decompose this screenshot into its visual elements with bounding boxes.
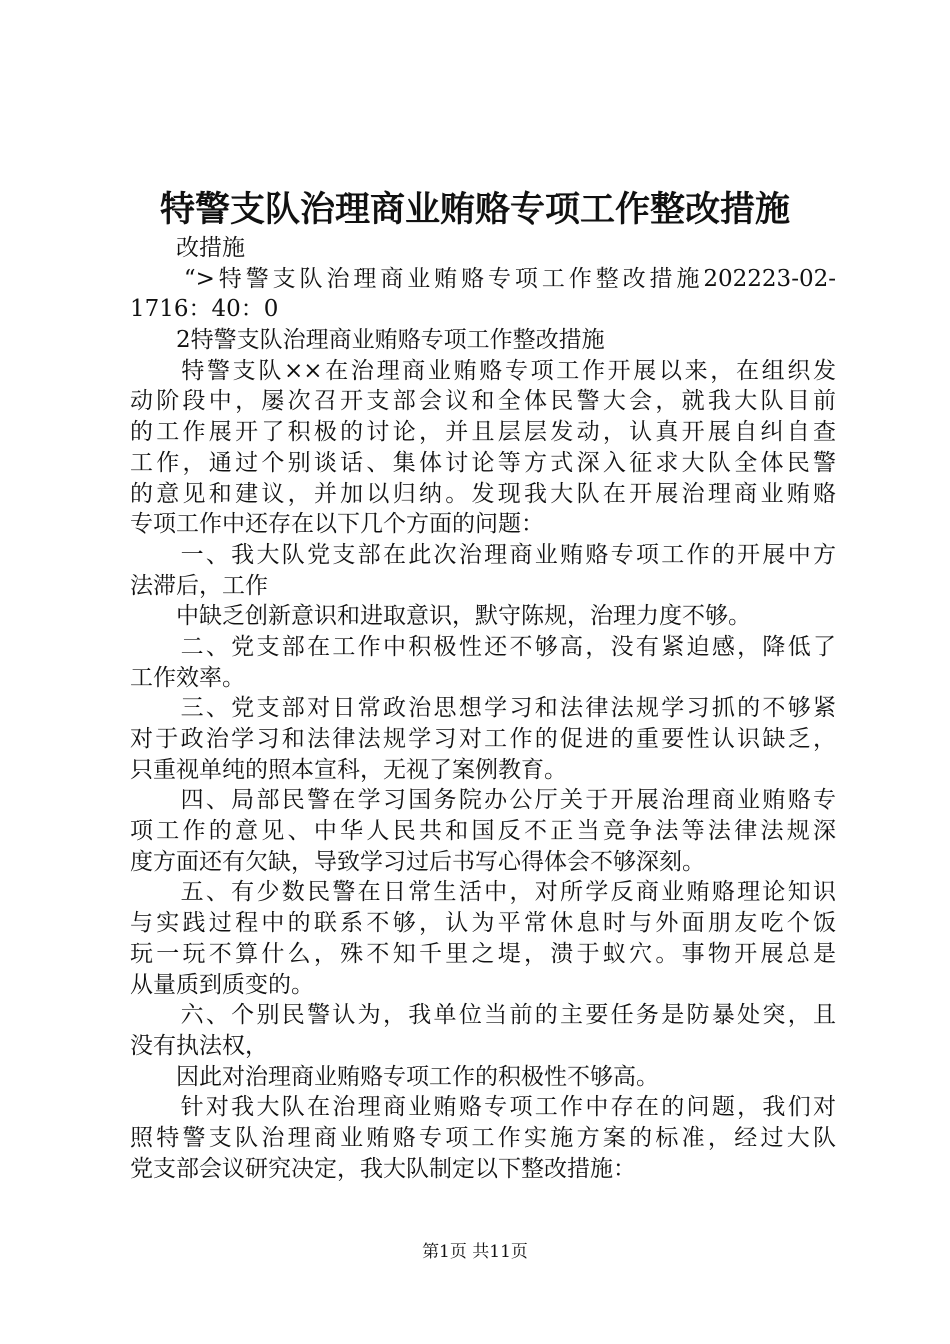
body-text-line: 从量质到质变的。 (130, 971, 314, 998)
body-text-line: 法滞后，工作 (130, 572, 268, 599)
body-text-line: 没有执法权， (130, 1032, 268, 1059)
page-number-label: 第1页 共11页 (422, 1242, 528, 1262)
body-text-line: “>特警支队治理商业贿赂专项工作整改措施202223-02- (130, 265, 836, 292)
body-text-line: 五、有少数民警在日常生活中，对所学反商业贿赂理论知识 (130, 879, 836, 906)
body-text-line: 只重视单纯的照本宣科，无视了案例教育。 (130, 756, 567, 783)
body-text-line: 的意见和建议，并加以归纳。发现我大队在开展治理商业贿赂 (130, 480, 836, 507)
body-text-line: 对于政治学习和法律法规学习对工作的促进的重要性认识缺乏， (130, 726, 836, 752)
page-footer (0, 1240, 950, 1264)
body-text-line: 2特警支队治理商业贿赂专项工作整改措施 (130, 327, 605, 354)
body-text-line: 度方面还有欠缺，导致学习过后书写心得体会不够深刻。 (130, 848, 705, 875)
body-text-line: 工作效率。 (130, 664, 245, 691)
body-text-line: 中缺乏创新意识和进取意识，默守陈规，治理力度不够。 (130, 603, 751, 630)
body-text-line: 因此对治理商业贿赂专项工作的积极性不够高。 (130, 1063, 659, 1090)
body-text-line: 与实践过程中的联系不够，认为平常休息时与外面朋友吃个饭 (130, 910, 836, 937)
body-text-line: 特警支队××在治理商业贿赂专项工作开展以来，在组织发 (130, 357, 836, 384)
body-text-line: 一、我大队党支部在此次治理商业贿赂专项工作的开展中方 (130, 541, 836, 568)
body-text-line: 玩一玩不算什么，殊不知千里之堤，溃于蚁穴。事物开展总是 (130, 940, 836, 967)
body-text-line: 照特警支队治理商业贿赂专项工作实施方案的标准，经过大队 (130, 1124, 836, 1151)
body-text-line: 的工作展开了积极的讨论，并且层层发动，认真开展自纠自查 (130, 419, 836, 446)
body-text-line: 二、党支部在工作中积极性还不够高，没有紧迫感，降低了 (130, 633, 836, 660)
body-text-line: 六、个别民警认为，我单位当前的主要任务是防暴处突，且 (130, 1002, 836, 1029)
body-text-line: 针对我大队在治理商业贿赂专项工作中存在的问题，我们对 (130, 1094, 836, 1121)
body-text-line: 专项工作中还存在以下几个方面的问题： (130, 511, 544, 538)
body-text-line: 党支部会议研究决定，我大队制定以下整改措施： (130, 1155, 636, 1182)
body-text-line: 1716：40：0 (130, 296, 279, 323)
document-title: 特警支队治理商业贿赂专项工作整改措施 (159, 189, 790, 230)
body-text-line: 项工作的意见、中华人民共和国反不正当竞争法等法律法规深 (130, 818, 836, 845)
body-text-line: 动阶段中，屡次召开支部会议和全体民警大会，就我大队目前 (130, 388, 836, 415)
body-text-line: 改措施 (130, 235, 245, 261)
body-text-line: 工作，通过个别谈话、集体讨论等方式深入征求大队全体民警 (130, 449, 836, 476)
body-text-line: 四、局部民警在学习国务院办公厅关于开展治理商业贿赂专 (130, 787, 836, 814)
document-body (130, 233, 836, 1184)
body-text-line: 三、党支部对日常政治思想学习和法律法规学习抓的不够紧 (130, 695, 836, 722)
